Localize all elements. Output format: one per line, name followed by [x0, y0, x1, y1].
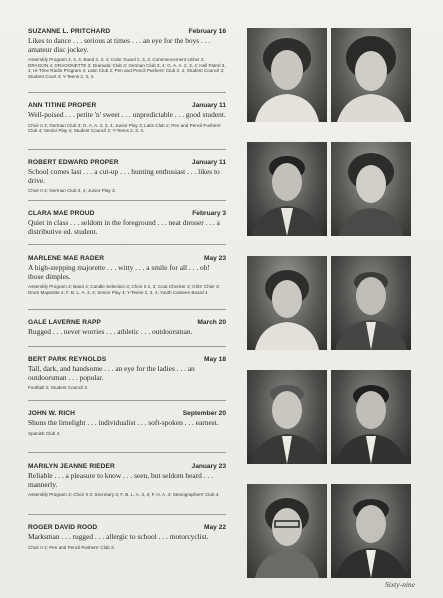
- senior-name: BERT PARK REYNOLDS: [28, 356, 107, 363]
- senior-description: Well-poised . . . petite 'n' sweet . . . unpredictable . . . good student.: [28, 110, 226, 119]
- birth-date: January 23: [191, 463, 226, 470]
- senior-description: Quiet in class . . . seldom in the foreground . . . neat dresser . . . a distributive ed. student.: [28, 218, 220, 236]
- senior-description: Marksman . . . rugged . . . allergic to school . . . motorcyclist.: [28, 532, 209, 541]
- divider: [28, 514, 226, 515]
- senior-description: A high-stepping majorette . . . witty . . . a smile for all . . . oh! those dimples.: [28, 263, 210, 281]
- divider: [28, 200, 226, 201]
- divider: [28, 452, 226, 453]
- birth-date: September 20: [182, 410, 226, 417]
- birth-date: February 3: [192, 210, 226, 217]
- divider: [28, 346, 226, 347]
- birth-date: February 16: [188, 28, 226, 35]
- senior-name: ROGER DAVID ROOD: [28, 524, 98, 531]
- senior-entry: [28, 319, 226, 337]
- senior-entry: [28, 410, 226, 436]
- senior-entry: [28, 159, 226, 194]
- senior-entry: [28, 356, 226, 391]
- portrait-grid: [247, 28, 415, 576]
- senior-name: CLARA MAE PROUD: [28, 210, 95, 217]
- senior-description: Reliable . . . a pleasure to know . . . seen, but seldom heard . . . mannerly.: [28, 471, 213, 489]
- birth-date: January 11: [191, 102, 226, 109]
- senior-entry: [28, 463, 226, 498]
- senior-activities: Choir II 2; Pen and Pencil Pushers' Club 2.: [28, 544, 115, 550]
- senior-name: MARLENE MAE RADER: [28, 255, 105, 262]
- divider: [28, 400, 226, 401]
- senior-activities: Football 2; Student Council 3.: [28, 385, 89, 391]
- senior-name: ANN TITINE PROPER: [28, 102, 97, 109]
- portrait-photo: [247, 484, 327, 578]
- portrait-photo: [247, 142, 327, 236]
- portrait-photo: [331, 28, 411, 122]
- senior-name: ROBERT EDWARD PROPER: [28, 159, 119, 166]
- senior-name: GALE LAVERNE RAPP: [28, 319, 102, 326]
- portrait-photo: [247, 28, 327, 122]
- divider: [28, 244, 226, 245]
- senior-name: MARILYN JEANNE RIEDER: [28, 463, 115, 470]
- senior-activities: Assembly Program 3; Choir II 3; Secretary 3; F. B. L. A. 3, 4; F. H. A. 4; Stenographers' Club 4.: [28, 492, 220, 498]
- senior-entry: [28, 255, 226, 295]
- senior-description: Rugged . . . never worries . . . athletic . . . outdoorsman.: [28, 327, 193, 336]
- senior-activities: Spanish Club 4.: [28, 430, 61, 436]
- senior-name: JOHN W. RICH: [28, 410, 75, 417]
- divider: [28, 309, 226, 310]
- divider: [28, 149, 226, 150]
- senior-activities: Assembly Program 2, 3, 4; Band 2, 3, 4; Color Guard 2, 3, 4; Commencement Usher 2; DRAGON 4; DRAGONETTE 3; Dramatic Club 3; German Club 3, 4; G. A. A. 2, 3, 4; Hall Patrol 3, 4; Hi-Time Radio Program 4; Latin Club 2; Pen and Pencil Pushers' Club 3, 4; Student Council 3; Student Court 4; Y-Teens 2, 3, 4.: [28, 57, 226, 79]
- portrait-photo: [331, 484, 411, 578]
- portrait-photo: [247, 370, 327, 464]
- senior-activities: Choir II 4; German Club 3, 4; Junior Play 3.: [28, 188, 116, 194]
- birth-date: March 20: [197, 319, 226, 326]
- birth-date: May 22: [204, 524, 226, 531]
- senior-entry: [28, 524, 226, 550]
- senior-entry: [28, 210, 226, 236]
- birth-date: January 11: [191, 159, 226, 166]
- senior-activities: Choir II 2; German Club 3; G. A. A. 2, 3, 4; Junior Play 3; Latin Club 2; Pen and Pencil Pushers' Club 4; Senior Play 4; Student Council 2; Y-Teens 2, 3, 4.: [28, 122, 222, 134]
- senior-description: School comes last . . . a cut-up . . . hunting enthusiast . . . likes to drive.: [28, 167, 220, 185]
- portrait-photo: [331, 256, 411, 350]
- page-number: Sixty-nine: [385, 580, 415, 589]
- portrait-photo: [331, 142, 411, 236]
- portrait-photo: [331, 370, 411, 464]
- senior-description: Likes to dance . . . serious at times . . . an eye for the boys . . . amateur disc jockey.: [28, 36, 211, 54]
- senior-description: Tall, dark, and handsome . . . an eye for the ladies . . . an outdoorsman . . . popular.: [28, 364, 195, 382]
- birth-date: May 18: [204, 356, 226, 363]
- senior-entry: [28, 102, 226, 134]
- senior-activities: Assembly Program 2; Band 4; Candle Selection 3; Choir II 2, 3; Coat Checker 2; Girls' Choir 3; Drum Majorette 4; F. B. L. A. 3, 4; Senior Play 4; Y-Teens 2, 3, 4; Youth Canteen Board 4.: [28, 284, 220, 295]
- senior-entry: [28, 28, 226, 80]
- senior-description: Shuns the limelight . . . individualist . . . soft-spoken . . . earnest.: [28, 418, 219, 427]
- divider: [28, 92, 226, 93]
- portrait-photo: [247, 256, 327, 350]
- senior-name: SUZANNE L. PRITCHARD: [28, 28, 111, 35]
- birth-date: May 23: [204, 255, 226, 262]
